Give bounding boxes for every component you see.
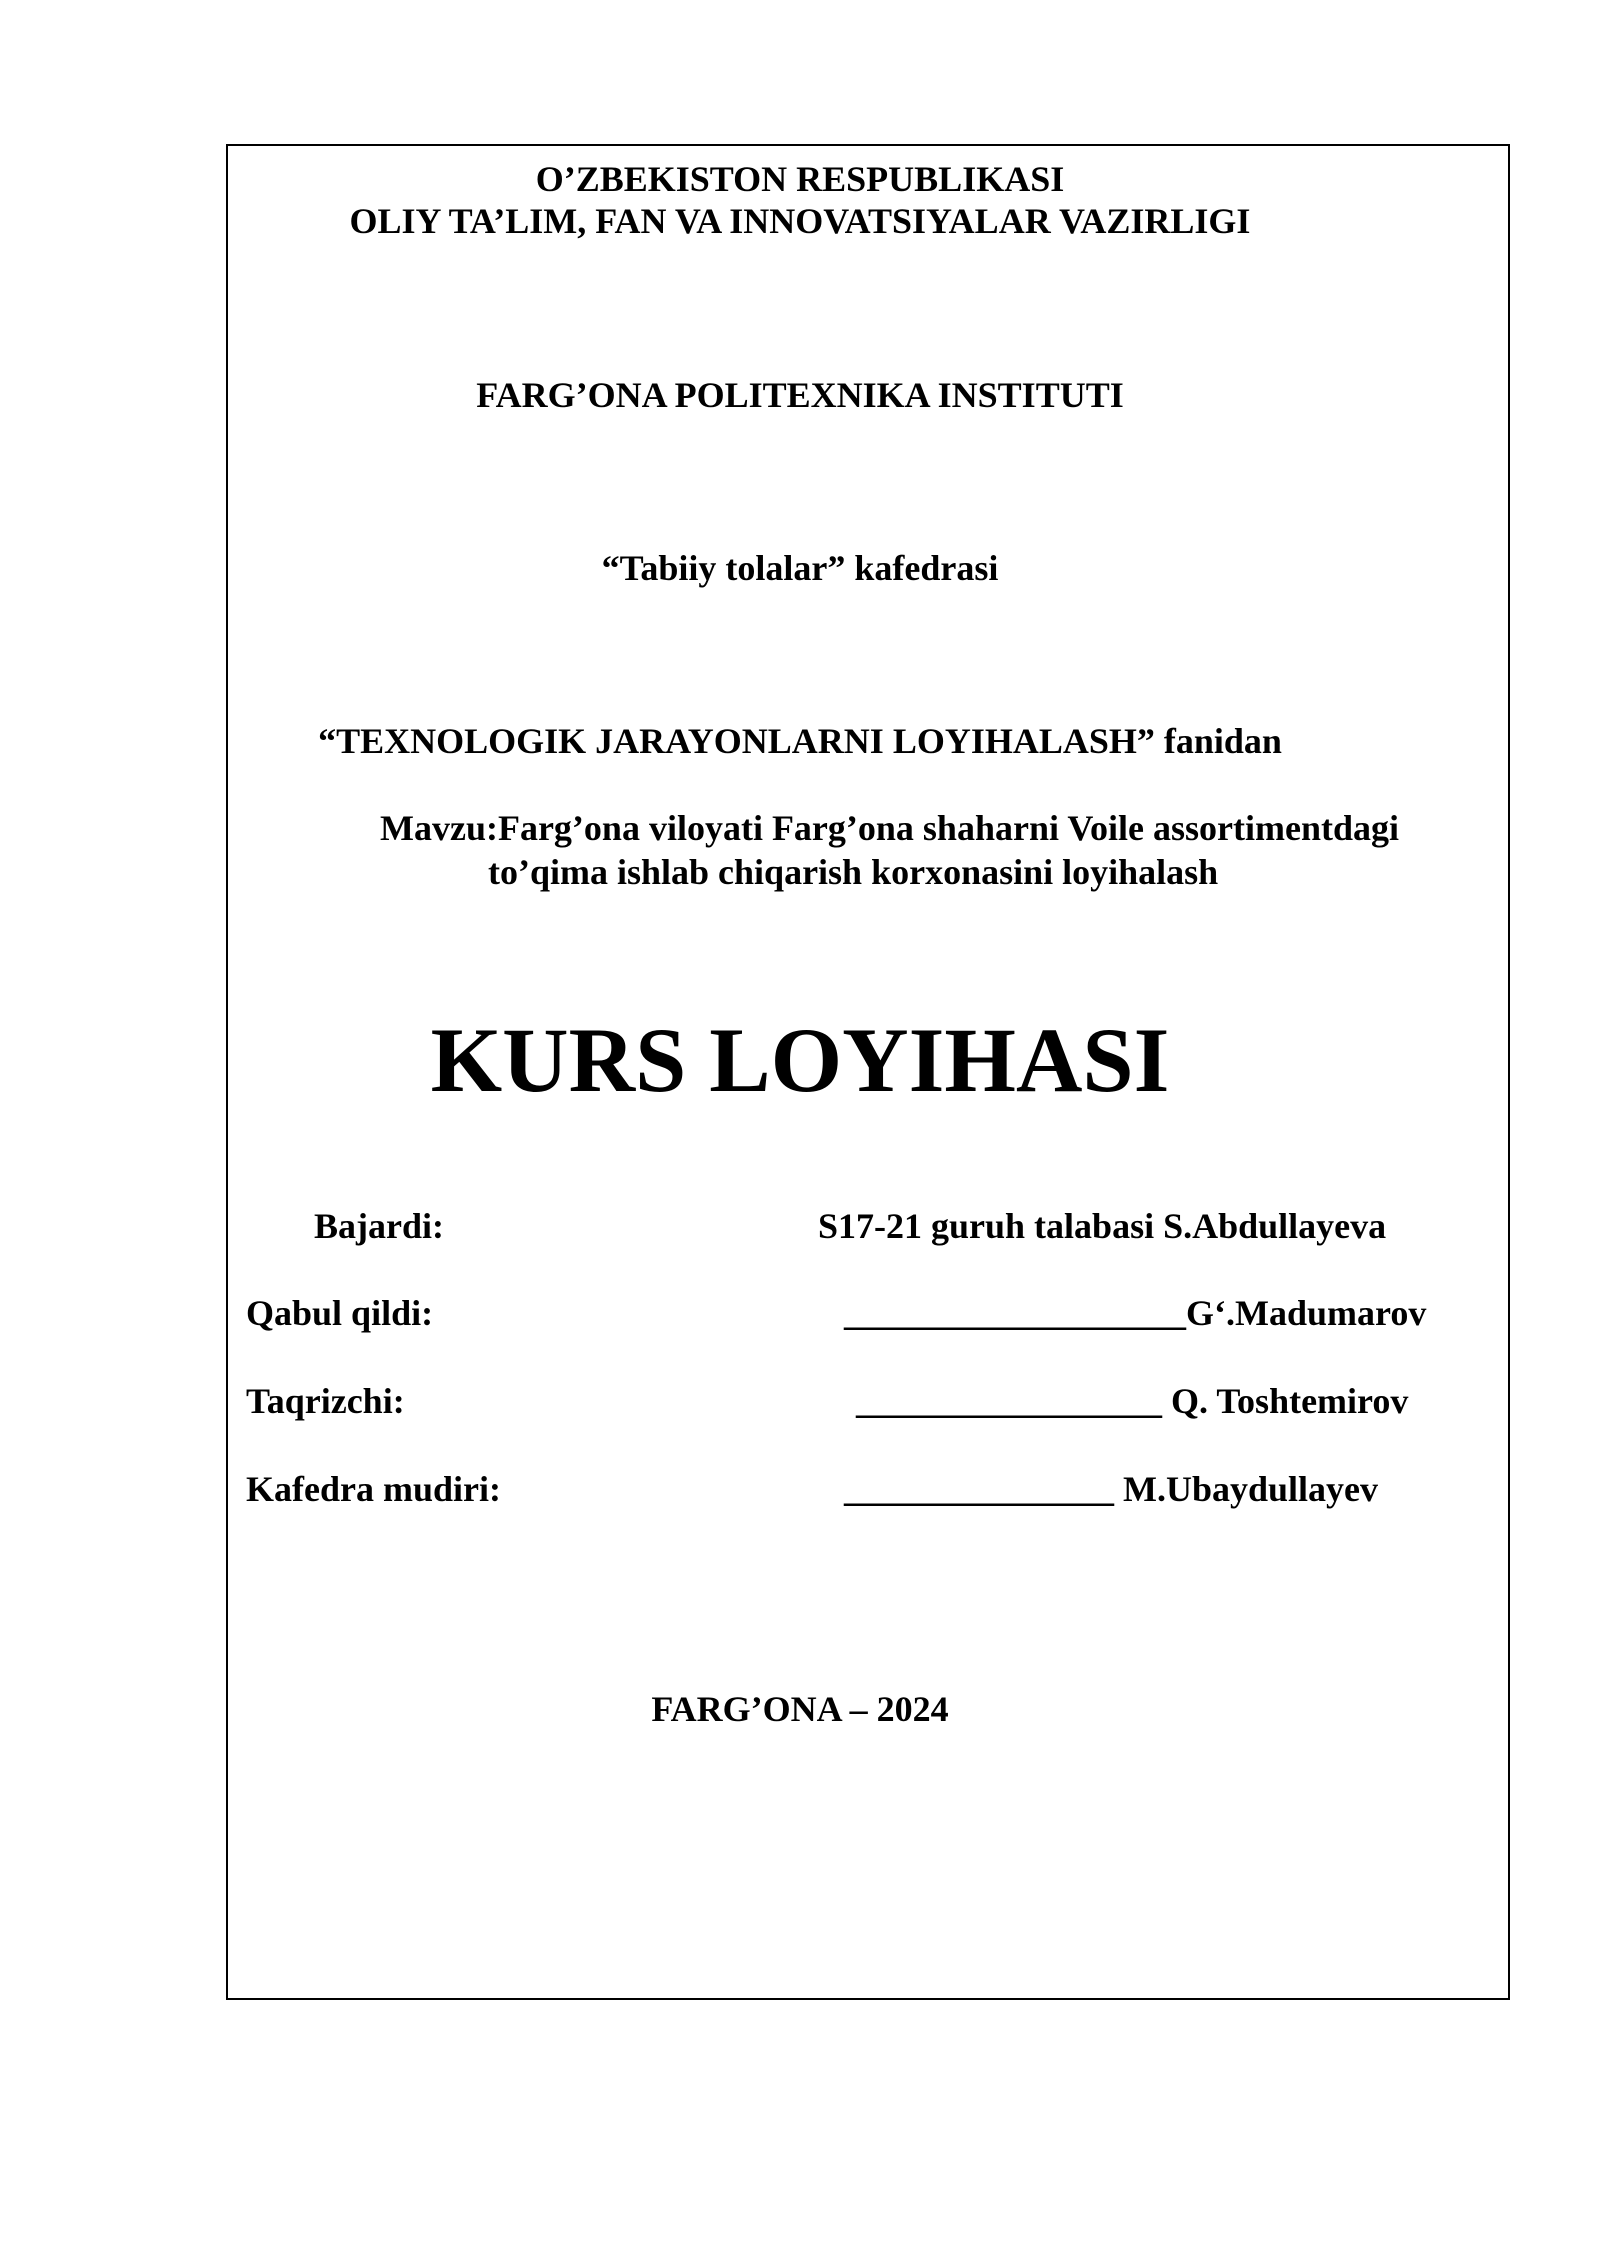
republic-heading: O’ZBEKISTON RESPUBLIKASI	[535, 159, 1065, 199]
document-type-title: KURS LOYIHASI	[430, 1009, 1170, 1111]
institute-name: FARG’ONA POLITEXNIKA INSTITUTI	[476, 375, 1124, 415]
topic-line-2: to’qima ishlab chiqarish korxonasini loyihalash	[488, 852, 1219, 892]
role-value-head: _______________ M.Ubaydullayev	[844, 1469, 1379, 1509]
place-year: FARG’ONA – 2024	[651, 1689, 949, 1729]
role-label-reviewer: Taqrizchi:	[246, 1381, 405, 1421]
ministry-heading: OLIY TA’LIM, FAN VA INNOVATSIYALAR VAZIRLIGI	[349, 201, 1251, 241]
role-value-executor: S17-21 guruh talabasi S.Abdullayeva	[818, 1206, 1387, 1246]
role-label-accepted: Qabul qildi:	[246, 1293, 434, 1333]
role-value-reviewer: _________________ Q. Toshtemirov	[856, 1381, 1409, 1421]
subject-line: “TEXNOLOGIK JARAYONLARNI LOYIHALASH” fanidan	[318, 721, 1282, 761]
department-name: “Tabiiy tolalar” kafedrasi	[601, 548, 999, 588]
role-label-executor: Bajardi:	[314, 1206, 444, 1246]
topic-line-1: Mavzu:Farg’ona viloyati Farg’ona shaharni Voile assortimentdagi	[380, 808, 1399, 848]
role-value-accepted: ___________________G‘.Madumarov	[844, 1293, 1427, 1333]
role-label-head: Kafedra mudiri:	[246, 1469, 501, 1509]
